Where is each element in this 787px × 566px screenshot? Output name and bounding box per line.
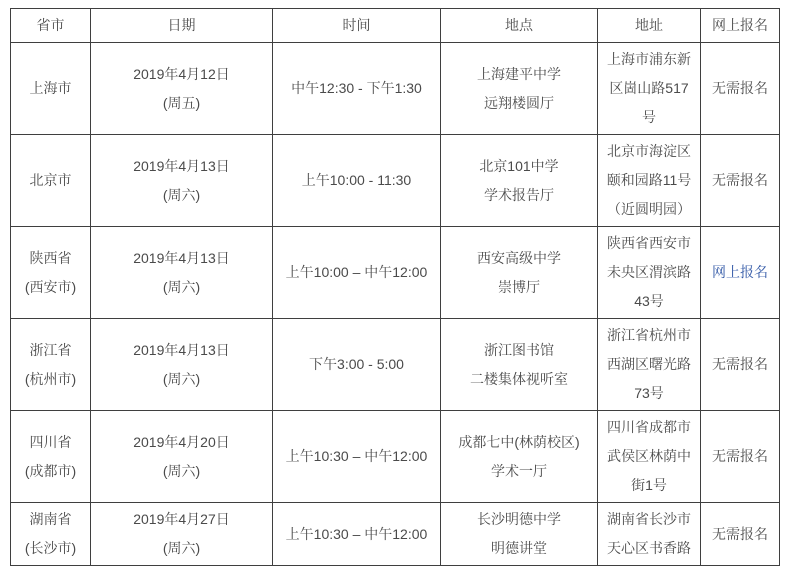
venue-line: 二楼集体视听室 <box>470 370 568 387</box>
column-header-address: 地址 <box>598 9 701 43</box>
venue-line: 崇博厅 <box>498 278 540 295</box>
date-cell <box>91 319 273 411</box>
time-cell: 上午10:00 - 11:30 <box>273 135 441 227</box>
address-cell: 上海市浦东新区崮山路517号 <box>598 43 701 135</box>
date-cell <box>91 43 273 135</box>
table-row-shaanxi <box>11 227 780 319</box>
time-cell: 下午3:00 - 5:00 <box>273 319 441 411</box>
date-line: 2019年4月13日 <box>133 157 230 174</box>
venue-line: 浙江图书馆 <box>484 341 554 358</box>
date-line: (周六) <box>162 462 201 479</box>
table-header-row <box>11 9 780 43</box>
address-cell: 浙江省杭州市西湖区曙光路73号 <box>598 319 701 411</box>
column-header-registration: 网上报名 <box>701 9 780 43</box>
date-line: (周六) <box>162 186 201 203</box>
date-line: 2019年4月13日 <box>133 341 230 358</box>
address-cell: 湖南省长沙市天心区书香路 <box>598 503 701 566</box>
venue-cell <box>441 227 598 319</box>
time-cell: 上午10:30 – 中午12:00 <box>273 411 441 503</box>
venue-cell <box>441 43 598 135</box>
province-line: 四川省 <box>29 433 72 450</box>
venue-line: 远翔楼圆厅 <box>484 94 554 111</box>
date-line: (周六) <box>162 370 201 387</box>
province-cell <box>11 135 91 227</box>
date-line: 2019年4月27日 <box>133 511 230 527</box>
venue-cell <box>441 503 598 566</box>
time-cell: 中午12:30 - 下午1:30 <box>273 43 441 135</box>
registration-status: 无需报名 <box>701 43 780 135</box>
date-line: 2019年4月13日 <box>133 249 230 266</box>
province-cell <box>11 319 91 411</box>
registration-status: 无需报名 <box>701 135 780 227</box>
table-row-shanghai <box>11 43 780 135</box>
time-cell: 上午10:30 – 中午12:00 <box>273 503 441 566</box>
venue-line: 成都七中(林荫校区) <box>458 433 580 450</box>
time-cell: 上午10:00 – 中午12:00 <box>273 227 441 319</box>
column-header-date: 日期 <box>91 9 273 43</box>
registration-status: 无需报名 <box>701 503 780 566</box>
venue-line: 北京101中学 <box>479 157 559 174</box>
province-cell <box>11 503 91 566</box>
province-line: 北京市 <box>29 172 72 188</box>
province-line: 浙江省 <box>29 341 72 358</box>
province-cell <box>11 411 91 503</box>
venue-cell <box>441 411 598 503</box>
province-line: (杭州市) <box>24 370 77 387</box>
date-line: (周六) <box>162 278 201 295</box>
date-cell <box>91 227 273 319</box>
date-cell <box>91 503 273 566</box>
address-cell: 四川省成都市武侯区林荫中街1号 <box>598 411 701 503</box>
venue-cell <box>441 319 598 411</box>
table-row-zhejiang <box>11 319 780 411</box>
online-registration-link[interactable]: 网上报名 <box>712 264 768 280</box>
table-row-hunan <box>11 503 780 566</box>
venue-line: 西安高级中学 <box>477 249 561 266</box>
province-line: (成都市) <box>24 462 77 479</box>
province-line: 陕西省 <box>29 249 72 266</box>
venue-line: 长沙明德中学 <box>477 511 561 527</box>
venue-line: 学术一厅 <box>491 462 547 479</box>
venue-line: 明德讲堂 <box>491 540 547 556</box>
province-line: 上海市 <box>29 80 72 96</box>
date-cell <box>91 135 273 227</box>
date-line: (周五) <box>162 94 201 111</box>
column-header-venue: 地点 <box>441 9 598 43</box>
address-cell: 陕西省西安市未央区渭滨路43号 <box>598 227 701 319</box>
date-line: (周六) <box>162 540 201 556</box>
column-header-time: 时间 <box>273 9 441 43</box>
registration-status: 无需报名 <box>701 319 780 411</box>
event-schedule-table <box>10 8 780 566</box>
registration-cell <box>701 227 780 319</box>
table-row-sichuan <box>11 411 780 503</box>
date-line: 2019年4月20日 <box>133 433 230 450</box>
province-line: 湖南省 <box>29 511 72 527</box>
province-line: (长沙市) <box>24 540 77 556</box>
venue-line: 学术报告厅 <box>484 186 554 203</box>
province-line: (西安市) <box>24 278 77 295</box>
date-cell <box>91 411 273 503</box>
date-line: 2019年4月12日 <box>133 65 230 82</box>
venue-cell <box>441 135 598 227</box>
registration-status: 无需报名 <box>701 411 780 503</box>
column-header-province: 省市 <box>11 9 91 43</box>
table-row-beijing <box>11 135 780 227</box>
province-cell <box>11 227 91 319</box>
venue-line: 上海建平中学 <box>477 65 561 82</box>
province-cell <box>11 43 91 135</box>
address-cell: 北京市海淀区颐和园路11号（近圆明园） <box>598 135 701 227</box>
